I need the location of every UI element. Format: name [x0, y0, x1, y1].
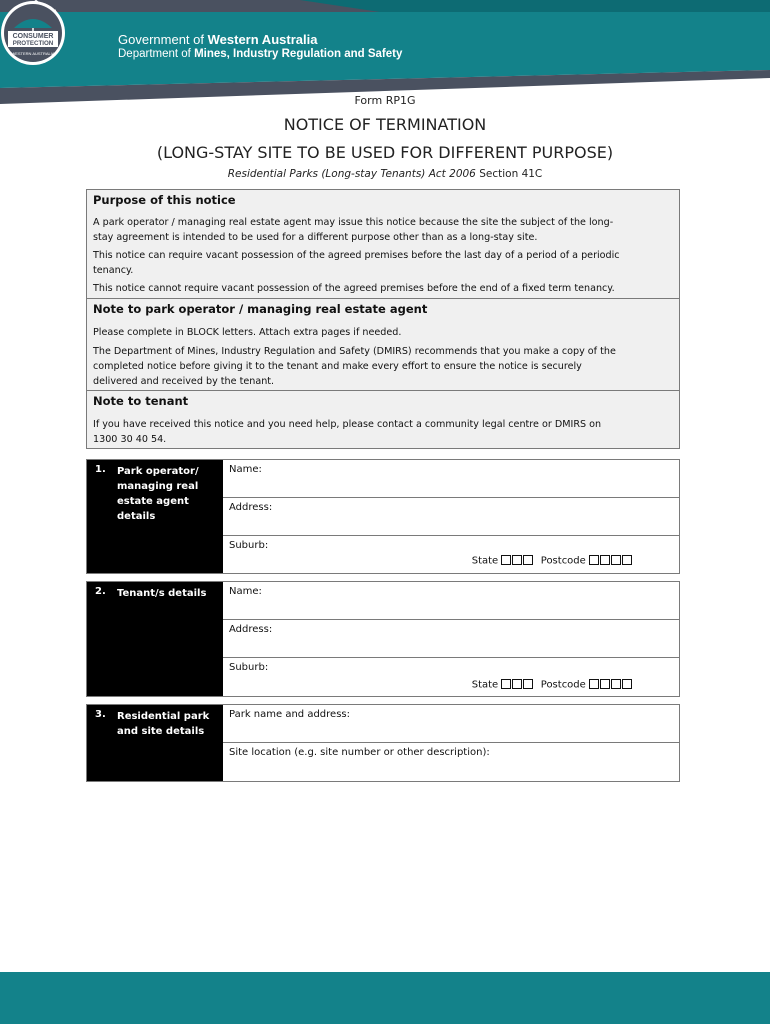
divider — [87, 390, 679, 391]
field-label: Address: — [229, 502, 273, 513]
field-label: Address: — [229, 624, 273, 635]
site-location-field[interactable] — [223, 743, 679, 781]
field-label: Name: — [229, 586, 262, 597]
header-banner — [0, 0, 770, 105]
gov-prefix: Government of — [118, 32, 204, 47]
section-label-cell — [87, 460, 223, 573]
operator-text-1: Please complete in BLOCK letters. Attach extra pages if needed. — [93, 327, 402, 338]
form-number: Form RP1G — [354, 94, 416, 107]
field-label: Suburb: — [229, 662, 269, 673]
field-label: Park name and address: — [229, 709, 350, 720]
section-operator-details — [86, 459, 680, 574]
state-label: State — [471, 679, 499, 691]
operator-text-2c: delivered and received by the tenant. — [93, 376, 275, 387]
field-label: Name: — [229, 464, 262, 475]
field-label: Site location (e.g. site number or other description): — [229, 747, 490, 758]
section-tenant-details — [86, 581, 680, 697]
section-number: 3. — [95, 709, 106, 720]
footer-bar — [0, 972, 770, 1024]
postcode-boxes[interactable] — [589, 679, 633, 690]
purpose-text-1a: A park operator / managing real estate agent may issue this notice because the site the subject of the long- — [93, 217, 614, 228]
operator-text-2a: The Department of Mines, Industry Regulation and Safety (DMIRS) recommends that you make a copy of the — [93, 346, 616, 357]
gov-state: Western Australia — [207, 32, 318, 47]
state-label: State — [471, 555, 499, 567]
state-boxes[interactable] — [501, 679, 534, 690]
section-label: Park operator/ managing real estate agent details — [117, 466, 199, 522]
postcode-label: Postcode — [540, 555, 586, 567]
tenant-address-field[interactable] — [223, 620, 679, 658]
act-section: Section 41C — [479, 168, 543, 180]
operator-text-2b: completed notice before giving it to the tenant and make every effort to ensure the notice is securely — [93, 361, 582, 372]
purpose-text-2a: This notice can require vacant possession of the agreed premises before the last day of a period of a periodic — [93, 250, 620, 261]
state-postcode — [472, 555, 633, 567]
section-label-cell — [87, 705, 223, 781]
operator-heading: Note to park operator / managing real estate agent — [93, 302, 428, 316]
purpose-text-1b: stay agreement is intended to be used for a different purpose other than as a long-stay site. — [93, 232, 538, 243]
logo-text-top: CONSUMER — [12, 33, 54, 40]
park-name-field[interactable] — [223, 705, 679, 743]
notes-box — [86, 189, 680, 449]
postcode-boxes[interactable] — [589, 555, 633, 566]
tenant-suburb-field[interactable] — [223, 658, 679, 696]
department-name — [118, 32, 402, 61]
dept-prefix: Department of — [118, 48, 191, 60]
section-label: Residential park and site details — [117, 711, 210, 737]
purpose-heading: Purpose of this notice — [93, 193, 236, 207]
field-label: Suburb: — [229, 540, 269, 551]
divider — [87, 298, 679, 299]
state-postcode — [472, 679, 633, 691]
section-label-cell — [87, 582, 223, 696]
operator-suburb-field[interactable] — [223, 536, 679, 574]
section-number: 1. — [95, 464, 106, 475]
logo-text-mid: PROTECTION — [12, 40, 54, 47]
postcode-label: Postcode — [540, 679, 586, 691]
form-subtitle: (LONG-STAY SITE TO BE USED FOR DIFFERENT PURPOSE) — [156, 143, 614, 162]
form-title: NOTICE OF TERMINATION — [283, 115, 487, 134]
section-label: Tenant/s details — [117, 588, 207, 599]
act-reference — [0, 168, 770, 180]
operator-address-field[interactable] — [223, 498, 679, 536]
consumer-protection-logo-icon — [0, 0, 66, 66]
purpose-text-2b: tenancy. — [93, 265, 134, 276]
logo-text-bottom: WESTERN AUSTRALIA — [11, 51, 55, 56]
act-name: Residential Parks (Long-stay Tenants) Act 2006 — [227, 168, 476, 180]
purpose-text-3: This notice cannot require vacant possession of the agreed premises before the end of a fixed term tenancy. — [93, 283, 615, 294]
operator-name-field[interactable] — [223, 460, 679, 498]
tenant-text-1a: If you have received this notice and you need help, please contact a community legal centre or DMIRS on — [93, 419, 602, 430]
section-park-details — [86, 704, 680, 782]
tenant-name-field[interactable] — [223, 582, 679, 620]
dept-name: Mines, Industry Regulation and Safety — [194, 48, 403, 60]
tenant-heading: Note to tenant — [93, 394, 189, 408]
tenant-text-1b: 1300 30 40 54. — [93, 434, 167, 445]
section-number: 2. — [95, 586, 106, 597]
state-boxes[interactable] — [501, 555, 534, 566]
